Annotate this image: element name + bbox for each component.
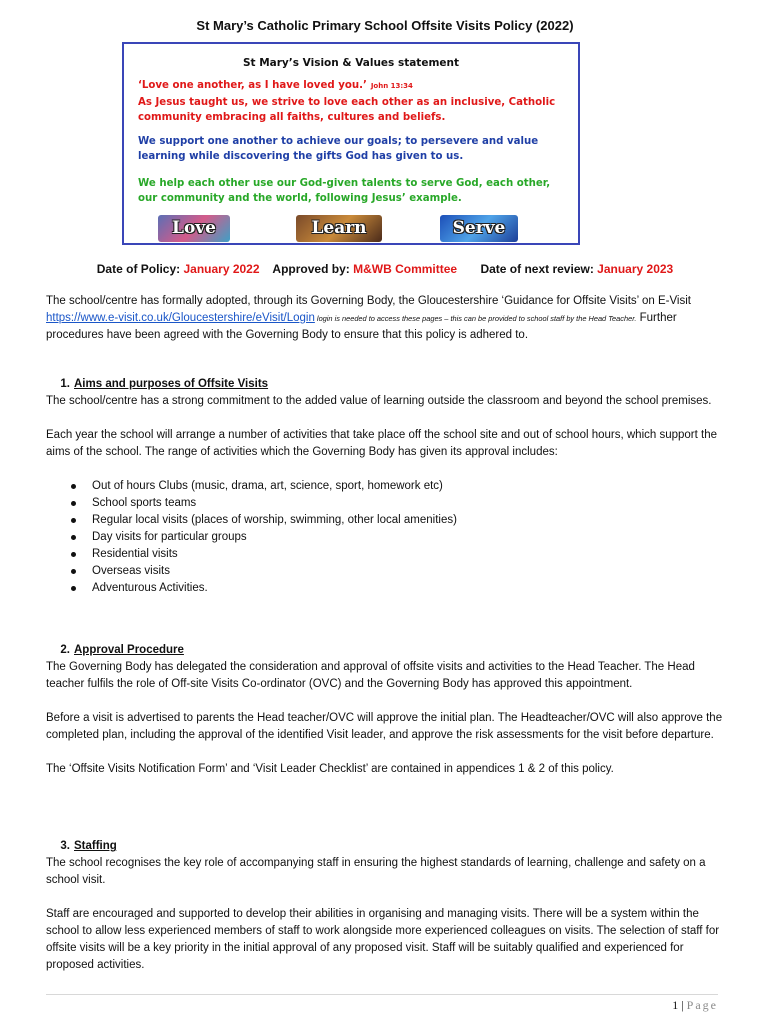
section-staffing <box>46 838 726 974</box>
section-1-title: Aims and purposes of Offsite Visits <box>74 378 269 390</box>
list-item: School sports teams <box>46 495 726 512</box>
page-number-separator: | <box>681 998 684 1012</box>
list-item: Adventurous Activities. <box>46 580 726 597</box>
section-aims <box>46 376 726 597</box>
approved-by-value: M&WB Committee <box>353 262 458 276</box>
section-2-para-2: Before a visit is advertised to parents the Head teacher/OVC will approve the initial plan. The Headteacher/OVC will also approve the completed plan, including the approval of the identified Visit leader, and approve the risk assessments for the visit before departure. <box>46 712 723 741</box>
love-badge: Love <box>158 215 230 242</box>
section-3-para-2: Staff are encouraged and supported to develop their abilities in organising and managing visits. There will be a system within the school to allow less experienced members of staff to work alongside more experienced colleagues on visits. The selection of staff for offsite visits will be a key priority in the initial approval of any proposed visit. Staff will be suitably qualified and experienced for proposed activities. <box>46 908 720 971</box>
section-approval <box>46 642 726 778</box>
vision-quote-text: ‘Love one another, as I have loved you.’ <box>138 80 367 91</box>
intro-text-2: Further procedures have been agreed with the Governing Body to ensure that this policy is adhered to. <box>46 312 677 341</box>
section-3-number: 3. <box>60 840 70 852</box>
section-1-number: 1. <box>60 378 70 390</box>
document-title: St Mary’s Catholic Primary School Offsite Visits Policy (2022) <box>196 18 574 33</box>
approved-by-label: Approved by: <box>272 262 350 276</box>
section-1-heading <box>46 376 726 393</box>
policy-dates-line <box>0 262 770 276</box>
vision-heading: St Mary’s Vision & Values statement <box>242 57 460 69</box>
vision-values-box <box>122 42 580 245</box>
list-item: Regular local visits (places of worship, swimming, other local amenities) <box>46 512 726 529</box>
vision-para-red: As Jesus taught us, we strive to love each other as an inclusive, Catholic community embracing all faiths, cultures and beliefs. <box>138 97 556 123</box>
section-3-para-1: The school recognises the key role of accompanying staff in ensuring the highest standards of learning, challenge and safety on a school visit. <box>46 857 706 886</box>
list-item: Residential visits <box>46 546 726 563</box>
intro-paragraph <box>46 293 726 344</box>
policy-date-label: Date of Policy: <box>96 262 181 276</box>
page-number <box>672 998 718 1013</box>
page-label: Page <box>686 998 718 1012</box>
section-1-para-2: Each year the school will arrange a number of activities that take place off the school site and out of school hours, which support the aims of the school. The range of activities which the Governing Body has given its approval includes: <box>46 429 718 458</box>
section-2-heading <box>46 642 726 659</box>
vision-para-green: We help each other use our God-given talents to serve God, each other, our community and the world, following Jesus’ example. <box>138 178 551 204</box>
section-3-title: Staffing <box>74 840 117 852</box>
list-item: Overseas visits <box>46 563 726 580</box>
section-1-para-1: The school/centre has a strong commitment to the added value of learning outside the classroom and beyond the school premises. <box>46 395 712 407</box>
serve-badge: Serve <box>440 215 518 242</box>
policy-date-value: January 2022 <box>183 262 260 276</box>
vision-quote-ref: John 13:34 <box>370 82 413 90</box>
intro-login-note: login is needed to access these pages – this can be provided to school staff by the Head Teacher. <box>314 314 637 323</box>
list-item: Day visits for particular groups <box>46 529 726 546</box>
section-2-title: Approval Procedure <box>74 644 184 656</box>
evisit-login-link[interactable]: https://www.e-visit.co.uk/Gloucestershire/eVisit/Login <box>46 312 315 324</box>
list-item: Out of hours Clubs (music, drama, art, science, sport, homework etc) <box>46 478 726 495</box>
intro-text-1: The school/centre has formally adopted, through its Governing Body, the Gloucestershire ‘Guidance for Offsite Visits’ on E-Visit <box>46 295 691 307</box>
activities-list <box>46 478 726 597</box>
vision-para-blue: We support one another to achieve our goals; to persevere and value learning while discovering the gifts God has given to us. <box>138 136 539 162</box>
section-3-heading <box>46 838 726 855</box>
review-date-label: Date of next review: <box>480 262 594 276</box>
section-2-number: 2. <box>60 644 70 656</box>
vision-quote <box>138 78 568 94</box>
page-number-value: 1 <box>672 998 679 1012</box>
learn-badge: Learn <box>296 215 382 242</box>
section-2-para-3: The ‘Offsite Visits Notification Form’ and ‘Visit Leader Checklist’ are contained in appendices 1 & 2 of this policy. <box>46 763 614 775</box>
review-date-value: January 2023 <box>597 262 674 276</box>
footer-divider <box>46 994 718 995</box>
section-2-para-1: The Governing Body has delegated the consideration and approval of offsite visits and activities to the Head Teacher. The Head teacher fulfils the role of Off-site Visits Co-ordinator (OVC) and the Governing Body has approved this appointment. <box>46 661 695 690</box>
